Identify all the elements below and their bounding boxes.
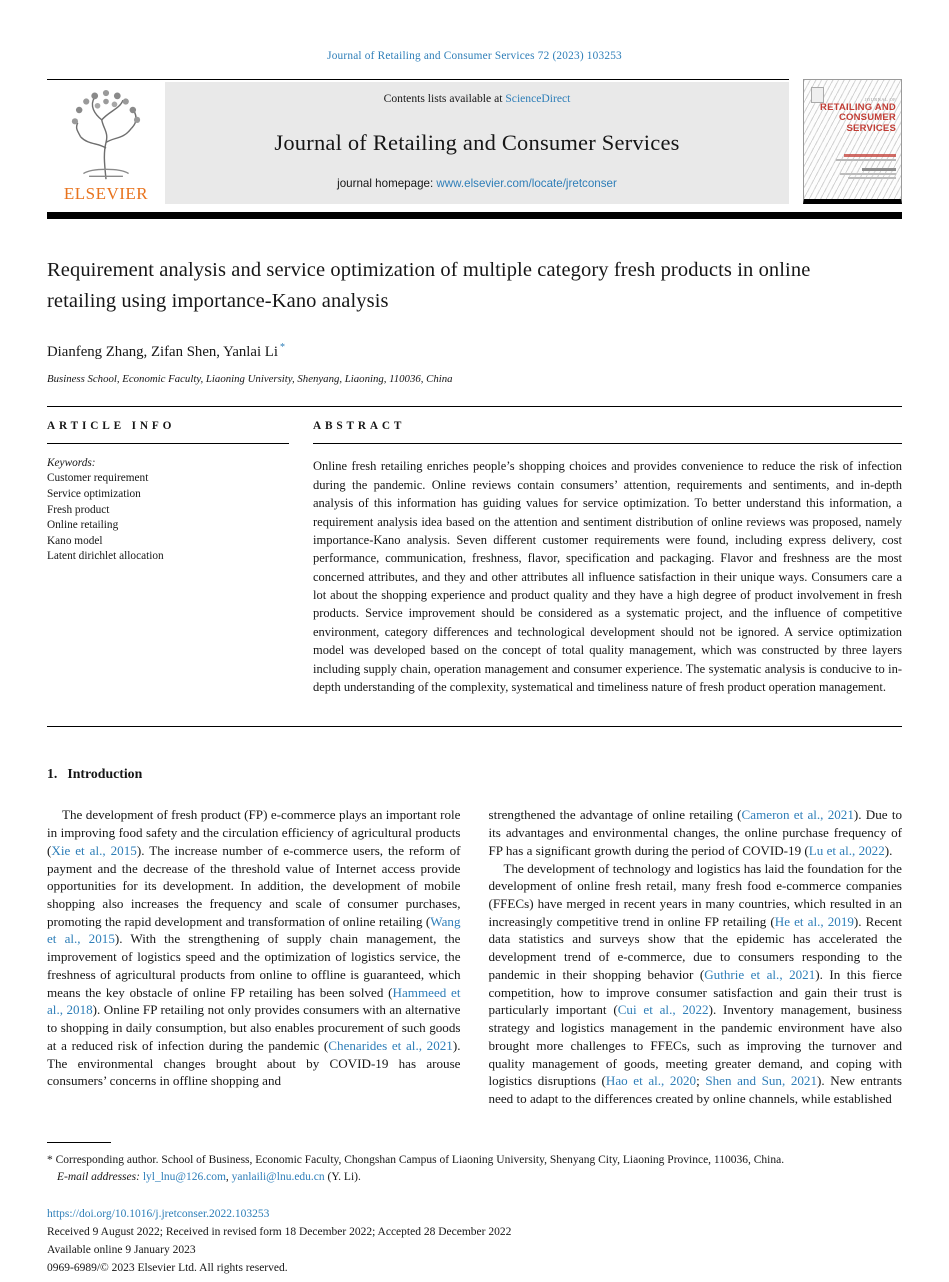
elsevier-tree-icon — [63, 86, 149, 182]
publication-details — [47, 1206, 902, 1277]
keyword-item: Kano model — [47, 534, 103, 547]
header-left — [47, 79, 789, 204]
footnote-rule — [47, 1142, 111, 1143]
keyword-item: Fresh product — [47, 503, 110, 516]
paragraph: strengthened the advantage of online retailing (Cameron et al., 2021). Due to its advantages and environmental changes, the online purchase frequency of FP has a significant growth during the period of COVID-19 (Lu et al., 2022). — [488, 807, 903, 858]
corresponding-author-mark[interactable]: * — [279, 341, 285, 353]
citation-link[interactable]: www.elsevier.com/locate/jretconser — [436, 177, 617, 190]
authors-line — [47, 342, 902, 361]
header-divider-bar — [47, 212, 902, 219]
cover-emblem-icon — [811, 87, 824, 103]
citation-link[interactable]: ScienceDirect — [505, 92, 571, 105]
cover-note-decoration — [840, 173, 896, 175]
elsevier-logo — [47, 82, 165, 204]
available-online-line: Available online 9 January 2023 — [47, 1243, 196, 1256]
citation-link[interactable]: Chenarides et al., 2021 — [328, 1037, 453, 1053]
citation-link[interactable]: Shen and Sun, 2021 — [705, 1073, 818, 1089]
cover-note-decoration — [848, 177, 896, 179]
received-line: Received 9 August 2022; Received in revised form 18 December 2022; Accepted 28 December 2022 — [47, 1226, 512, 1239]
citation-link[interactable]: Hao et al., 2020 — [605, 1073, 697, 1089]
corresponding-author-note: * Corresponding author. School of Business, Economic Faculty, Chongshan Campus of Liaoning University, Shenyang City, Liaoning Province, 110036, China. — [47, 1153, 785, 1166]
article-info-column — [47, 420, 289, 696]
abstract-rule — [313, 443, 902, 444]
info-abstract-section — [47, 406, 902, 727]
affiliation: Business School, Economic Faculty, Liaoning University, Shenyang, Liaoning, 110036, China — [47, 373, 453, 386]
keywords-list — [47, 471, 289, 564]
article-title: Requirement analysis and service optimization of multiple category fresh products in online retailing using importance-Kano analysis — [47, 259, 811, 312]
journal-homepage-line: journal homepage: www.elsevier.com/locate/jretconser — [337, 177, 617, 190]
journal-banner — [165, 82, 789, 204]
citation-link[interactable]: Hammeed et al., 2018 — [47, 984, 461, 1018]
abstract-heading: ABSTRACT — [313, 420, 406, 433]
paragraph: The development of technology and logistics has laid the foundation for the development of online fresh retail, many fresh food e-commerce companies (FFECs) have merged in recent years in many countries, which resulted in an increasingly competitive trend in online FP retailing (He et al., 2019). Recent data statistics and surveys show that the epidemic has accelerated the development trend of e-commerce, due to consumers responding to the pandemic in their shopping behavior (Guthrie et al., 2021). In this fierce competition, how to improve consumer satisfaction and gain their trust is particularly important (Cui et al., 2022). Inventory management, business strategy and logistics management in the pandemic environment have also brought more challenges to FFECs, such as improving the turnover and quality management of goods, meeting greater demand, and coping with logistics disruptions (Hao et al., 2020; Shen and Sun, 2021). New entrants need to adapt to the differences created by online channels, while established — [488, 860, 902, 1107]
cover-title: RETAILING AND CONSUMER SERVICES — [820, 102, 896, 134]
abstract-column — [313, 420, 902, 696]
journal-cover-thumbnail[interactable] — [803, 79, 902, 204]
citation-link[interactable]: Guthrie et al., 2021 — [704, 966, 816, 982]
journal-header — [47, 79, 902, 204]
keyword-item: Customer requirement — [47, 472, 149, 485]
article-info-heading: ARTICLE INFO — [47, 420, 176, 433]
intro-column-right — [489, 806, 903, 1107]
section-heading-introduction — [47, 766, 902, 782]
email-addresses-line: E-mail addresses: lyl_lnu@126.com, yanlaili@lnu.edu.cn (Y. Li). — [57, 1171, 361, 1184]
keywords-label: Keywords: — [47, 457, 96, 470]
copyright-line: 0969-6989/© 2023 Elsevier Ltd. All rights reserved. — [47, 1261, 288, 1274]
citation-link[interactable]: yanlaili@lnu.edu.cn — [231, 1171, 325, 1184]
doi-link[interactable]: https://doi.org/10.1016/j.jretconser.2022.103253 — [47, 1208, 270, 1221]
cover-note-decoration — [836, 159, 896, 161]
body-columns — [47, 806, 902, 1107]
cover-kicker: JOURNAL OF — [864, 97, 896, 102]
citation-link[interactable]: Cui et al., 2022 — [617, 1002, 709, 1018]
abstract-text: Online fresh retailing enriches people’s shopping choices and provides convenience to reduce the risk of infection during the pandemic. Online reviews contain consumers’ attention, requirements and sentiments, and in-depth analysis of this information has guiding values for service optimization. To better understand this information, a requirement analysis idea based on the attention and sentiment distribution of online reviews was proposed, namely importance-Kano analysis. Seven different customer requirements were found, including express delivery, cost performance, communication, freshness, flavor, specification and packaging. Flavor and freshness are the most concerned attributes, and they and other attributes all influence satisfaction in their unique ways. Consumers care a lot about the shopping experience and product quality and they have a high degree of product involvement in fresh products. Service improvement should be considered as a systematic project, and the influence of competitive environment, category differences and technological development should not be ignored. A service optimization model was developed based on the concept of total quality management, which was constructed by three layers including supply chain, operation management and consumer experience. The systematic analysis is conducive to in-depth understanding of the complexity, systematical and timeliness nature of fresh product operation management. — [313, 459, 902, 694]
citation-link[interactable]: Xie et al., 2015 — [51, 842, 137, 858]
citation-link[interactable]: He et al., 2019 — [774, 913, 854, 929]
paragraph: The development of fresh product (FP) e-commerce plays an important role in improving food safety and the circulation efficiency of agricultural products (Xie et al., 2015). The increase number of e-commerce users, the reform of payment and the decrease of the threshold value of Internet access provide opportunities for its development. In addition, the development of mobile shopping also increases the frequency and scale of consumer purchases, promoting the rapid development and transformation of online retailing (Wang et al., 2015). With the strengthening of supply chain management, the improvement of logistics speed and the optimization of logistics service, the freshness of agricultural products from online to offline is guaranteed, which means the key obstacle of online FP retailing has been solved (Hammeed et al., 2018). Online FP retailing not only provides consumers with an alternative to shopping in daily consumption, but also enables procurement of such goods at a reduced risk of infection during the pandemic (Chenarides et al., 2021). The environmental changes brought about by COVID-19 has arouse consumers’ concerns in offline shopping and — [47, 807, 461, 1089]
citation-link[interactable]: Cameron et al., 2021 — [741, 807, 854, 823]
citation-link[interactable]: lyl_lnu@126.com — [142, 1171, 226, 1184]
section-number: 1. — [47, 766, 58, 782]
citation-link[interactable]: Wang et al., 2015 — [47, 913, 461, 947]
footnotes — [47, 1142, 902, 1278]
keyword-item: Online retailing — [47, 519, 119, 532]
keyword-item: Service optimization — [47, 488, 141, 500]
elsevier-wordmark: ELSEVIER — [63, 184, 149, 203]
citation-link[interactable]: Lu et al., 2022 — [808, 842, 885, 858]
contents-list-line: Contents lists available at ScienceDirect — [383, 92, 571, 105]
keyword-item: Latent dirichlet allocation — [47, 550, 164, 563]
author-names: Dianfeng Zhang, Zifan Shen, Yanlai Li — [47, 343, 278, 360]
journal-citation: Journal of Retailing and Consumer Services 72 (2023) 103253 — [327, 50, 622, 62]
section-title: Introduction — [67, 766, 143, 782]
article-info-rule — [47, 443, 289, 444]
intro-column-left — [47, 806, 461, 1107]
journal-title: Journal of Retailing and Consumer Services — [274, 130, 680, 155]
cover-note-decoration — [844, 154, 896, 157]
cover-note-decoration — [862, 168, 896, 171]
